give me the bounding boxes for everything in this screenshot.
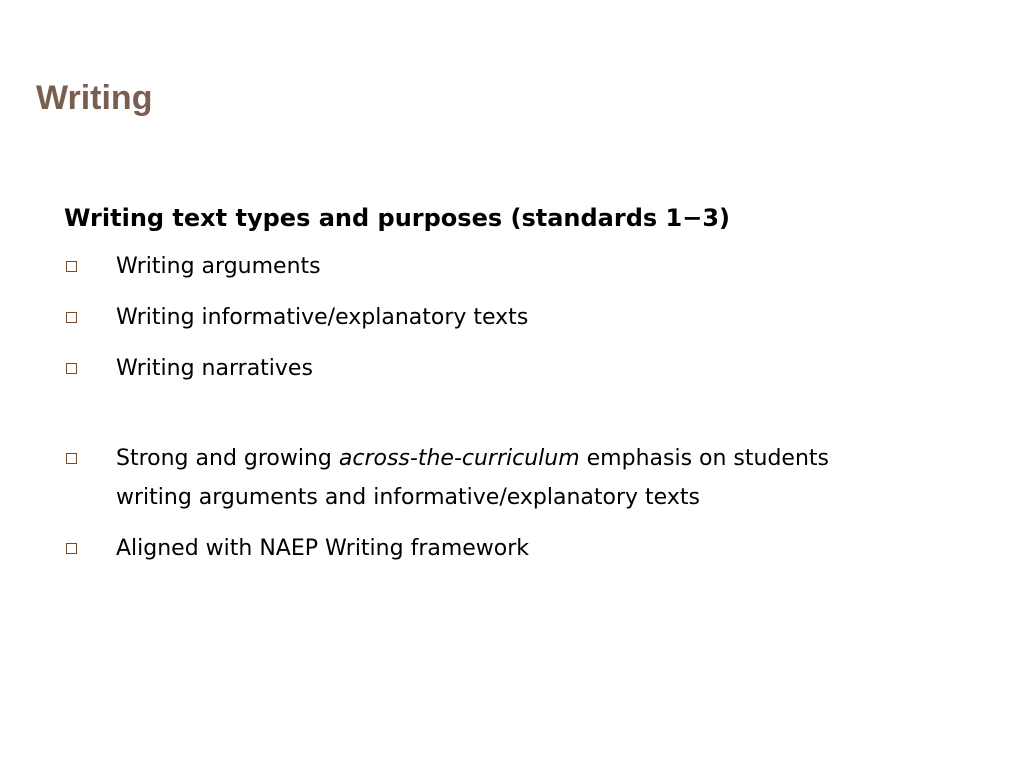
slide-title: Writing	[36, 79, 153, 117]
list-item	[64, 529, 896, 568]
list-item-text: Writing arguments	[116, 254, 321, 279]
hollow-square-icon	[66, 363, 77, 374]
list-item-text: Aligned with NAEP Writing framework	[116, 536, 530, 561]
list-item-text: Writing narratives	[116, 356, 313, 381]
emphasized-phrase: across-the-curriculum	[338, 446, 580, 471]
hollow-square-icon	[66, 261, 77, 272]
list-item-text: Writing informative/explanatory texts	[116, 305, 529, 330]
list-item-text-tail: emphasis on students writing arguments and informative/explanatory texts	[116, 446, 829, 510]
list-item	[64, 298, 896, 337]
list-item	[64, 247, 896, 286]
hollow-square-icon	[66, 543, 77, 554]
bullet-list	[64, 247, 964, 568]
list-item	[64, 439, 896, 517]
list-item-text	[116, 446, 829, 510]
hollow-square-icon	[66, 453, 77, 464]
section-heading: Writing text types and purposes (standards 1−3)	[64, 204, 731, 232]
hollow-square-icon	[66, 312, 77, 323]
list-item-text-lead: Strong and growing	[116, 446, 339, 471]
slide-body	[64, 196, 964, 580]
list-item	[64, 349, 896, 388]
